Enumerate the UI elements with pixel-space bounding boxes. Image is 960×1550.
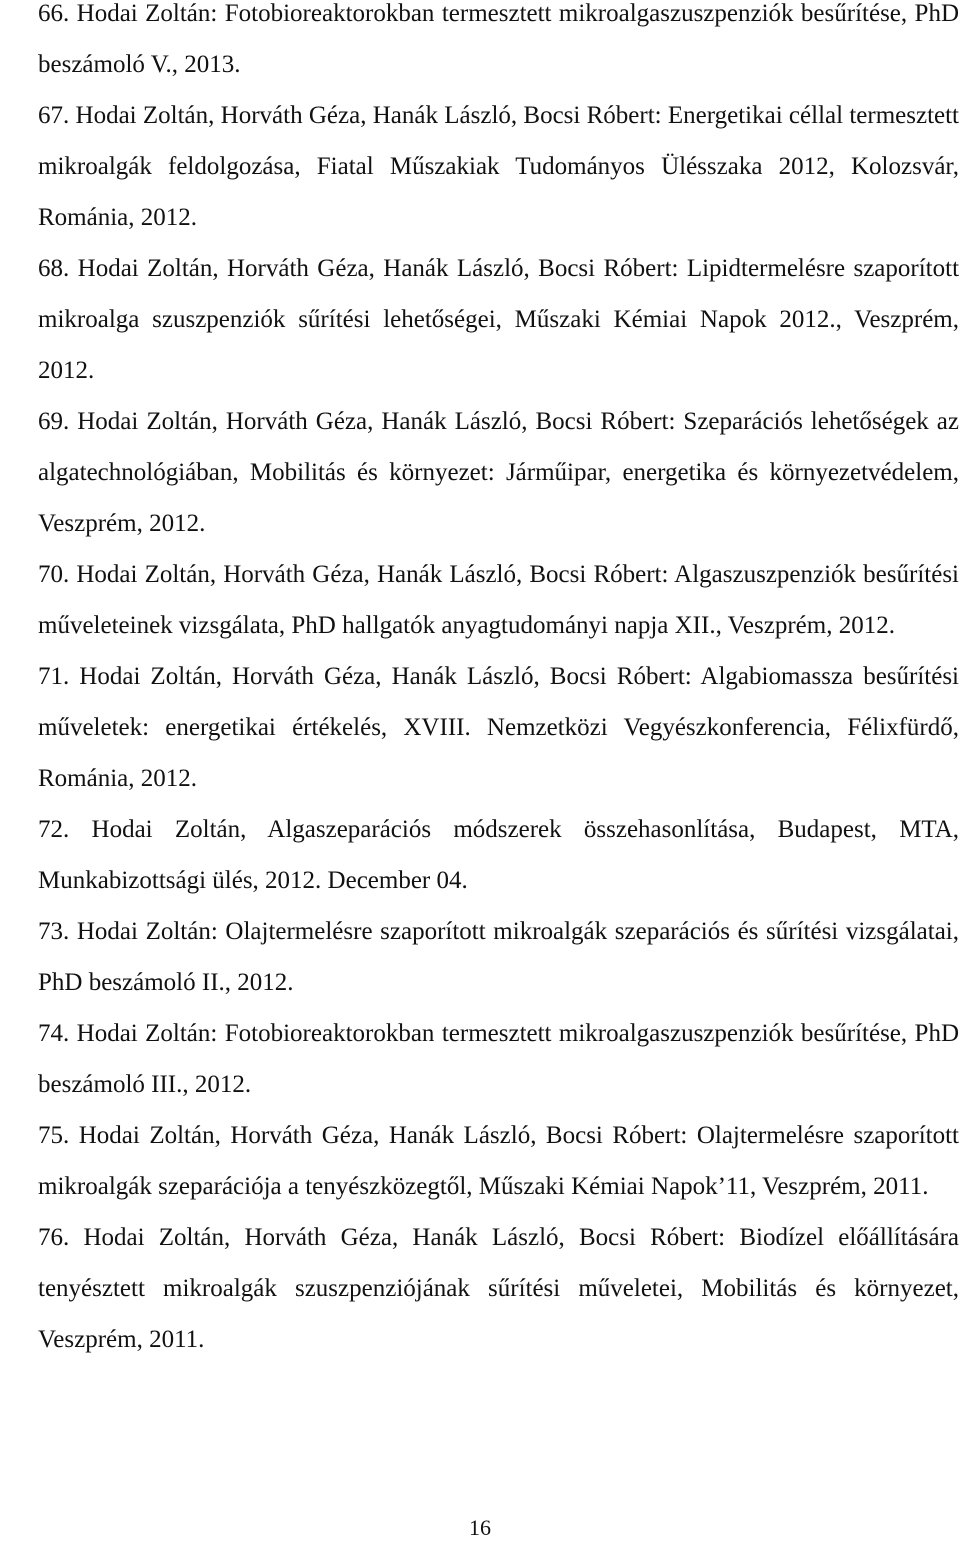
reference-number: 75. <box>38 1122 70 1149</box>
reference-item-66 <box>38 0 959 90</box>
reference-number: 72. <box>38 816 70 843</box>
reference-text: Hodai Zoltán: Fotobioreaktorokban termesztett mikroalgaszuszpenziók besűrítése, PhD beszámoló V., 2013. <box>38 0 960 78</box>
reference-number: 68. <box>38 255 70 282</box>
reference-number: 74. <box>38 1020 70 1047</box>
reference-number: 73. <box>38 918 70 945</box>
reference-item-75 <box>38 1110 959 1212</box>
reference-text: Hodai Zoltán: Fotobioreaktorokban termesztett mikroalgaszuszpenziók besűrítése, PhD beszámoló III., 2012. <box>38 1020 960 1098</box>
reference-number: 66. <box>38 0 70 27</box>
reference-text: Hodai Zoltán, Horváth Géza, Hanák László, Bocsi Róbert: Biodízel előállítására tenyésztett mikroalgák szuszpenziójának sűrítési műveletei, Mobilitás és környezet, Veszprém, 2011. <box>38 1224 960 1353</box>
reference-number: 67. <box>38 102 70 129</box>
reference-number: 76. <box>38 1224 70 1251</box>
reference-item-67 <box>38 90 959 243</box>
reference-number: 69. <box>38 408 70 435</box>
reference-item-72 <box>38 804 959 906</box>
reference-item-70 <box>38 549 959 651</box>
reference-text: Hodai Zoltán, Horváth Géza, Hanák László, Bocsi Róbert: Algabiomassza besűrítési műveletek: energetikai értékelés, XVIII. Nemzetközi Vegyészkonferencia, Félixfürdő, Románia, 2012. <box>38 663 960 792</box>
reference-text: Hodai Zoltán, Horváth Géza, Hanák László, Bocsi Róbert: Algaszuszpenziók besűrítési műveleteinek vizsgálata, PhD hallgatók anyagtudományi napja XII., Veszprém, 2012. <box>38 561 959 639</box>
reference-item-69 <box>38 396 959 549</box>
reference-number: 70. <box>38 561 70 588</box>
reference-list <box>38 0 959 1365</box>
reference-item-73 <box>38 906 959 1008</box>
page-number: 16 <box>469 1515 491 1540</box>
reference-item-76 <box>38 1212 959 1365</box>
reference-number: 71. <box>38 663 70 690</box>
reference-text: Hodai Zoltán, Horváth Géza, Hanák László, Bocsi Róbert: Lipidtermelésre szaporított mikroalga szuszpenziók sűrítési lehetőségei, Műszaki Kémiai Napok 2012., Veszprém, 2012. <box>38 255 960 384</box>
reference-item-71 <box>38 651 959 804</box>
reference-text: Hodai Zoltán, Algaszeparációs módszerek összehasonlítása, Budapest, MTA, Munkabizottsági ülés, 2012. December 04. <box>38 816 959 894</box>
reference-text: Hodai Zoltán, Horváth Géza, Hanák László, Bocsi Róbert: Energetikai céllal termesztett mikroalgák feldolgozása, Fiatal Műszakiak Tudományos Ülésszaka 2012, Kolozsvár, Románia, 2012. <box>38 102 959 231</box>
reference-text: Hodai Zoltán: Olajtermelésre szaporított mikroalgák szeparációs és sűrítési vizsgálatai, PhD beszámoló II., 2012. <box>38 918 960 996</box>
reference-item-74 <box>38 1008 959 1110</box>
reference-text: Hodai Zoltán, Horváth Géza, Hanák László, Bocsi Róbert: Olajtermelésre szaporított mikroalgák szeparációja a tenyészközegtől, Műszaki Kémiai Napok’11, Veszprém, 2011. <box>38 1122 959 1200</box>
reference-text: Hodai Zoltán, Horváth Géza, Hanák László, Bocsi Róbert: Szeparációs lehetőségek az algatechnológiában, Mobilitás és környezet: Járműipar, energetika és környezetvédelem, Veszprém, 2012. <box>38 408 959 537</box>
reference-item-68 <box>38 243 959 396</box>
